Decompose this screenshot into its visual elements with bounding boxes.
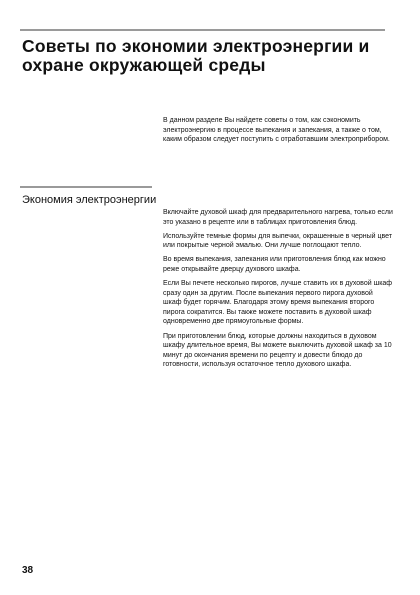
paragraph-several-cakes: Если Вы печете несколько пирогов, лучше ставить их в духовой шкаф сразу один за другим. После выпекания первого пирога духовой шкаф будет горячим. Благодаря этому время выпекания второго пирога сократится. Вы также можете поставить в духовой шкаф одновременно две прямоугольные формы.	[163, 280, 393, 326]
paragraph-door: Во время выпекания, запекания или приготовления блюд как можно реже открывайте дверцу духового шкафа.	[163, 256, 386, 273]
top-divider	[20, 29, 385, 31]
paragraph-preheat: Включайте духовой шкаф для предварительного нагрева, только если это указано в рецепте или в таблицах приготовления блюд.	[163, 209, 393, 226]
section-body	[163, 208, 393, 374]
page-title: Советы по экономии электроэнергии и охране окружающей среды	[22, 36, 370, 75]
paragraph-dark-forms: Используйте темные формы для выпечки, окрашенные в черный цвет или покрытые черной эмалью. Они лучше поглощают тепло.	[163, 232, 393, 250]
intro-text: В данном разделе Вы найдете советы о том, как сэкономить электроэнергию в процессе выпекания и запекания, а также о том, каким образом следует поступить с отработавшим электроприбором.	[163, 117, 390, 144]
page-number: 38	[22, 565, 34, 576]
section-title: Экономия электроэнергии	[22, 194, 157, 206]
paragraph-residual-heat: При приготовлении блюд, которые должны находиться в духовом шкафу длительное время, Вы можете выключить духовой шкаф за 10 минут до окончания времени по рецепту и довести блюдо до готовности, используя остаточное тепло духового шкафа.	[163, 332, 392, 369]
section-divider	[20, 186, 152, 188]
